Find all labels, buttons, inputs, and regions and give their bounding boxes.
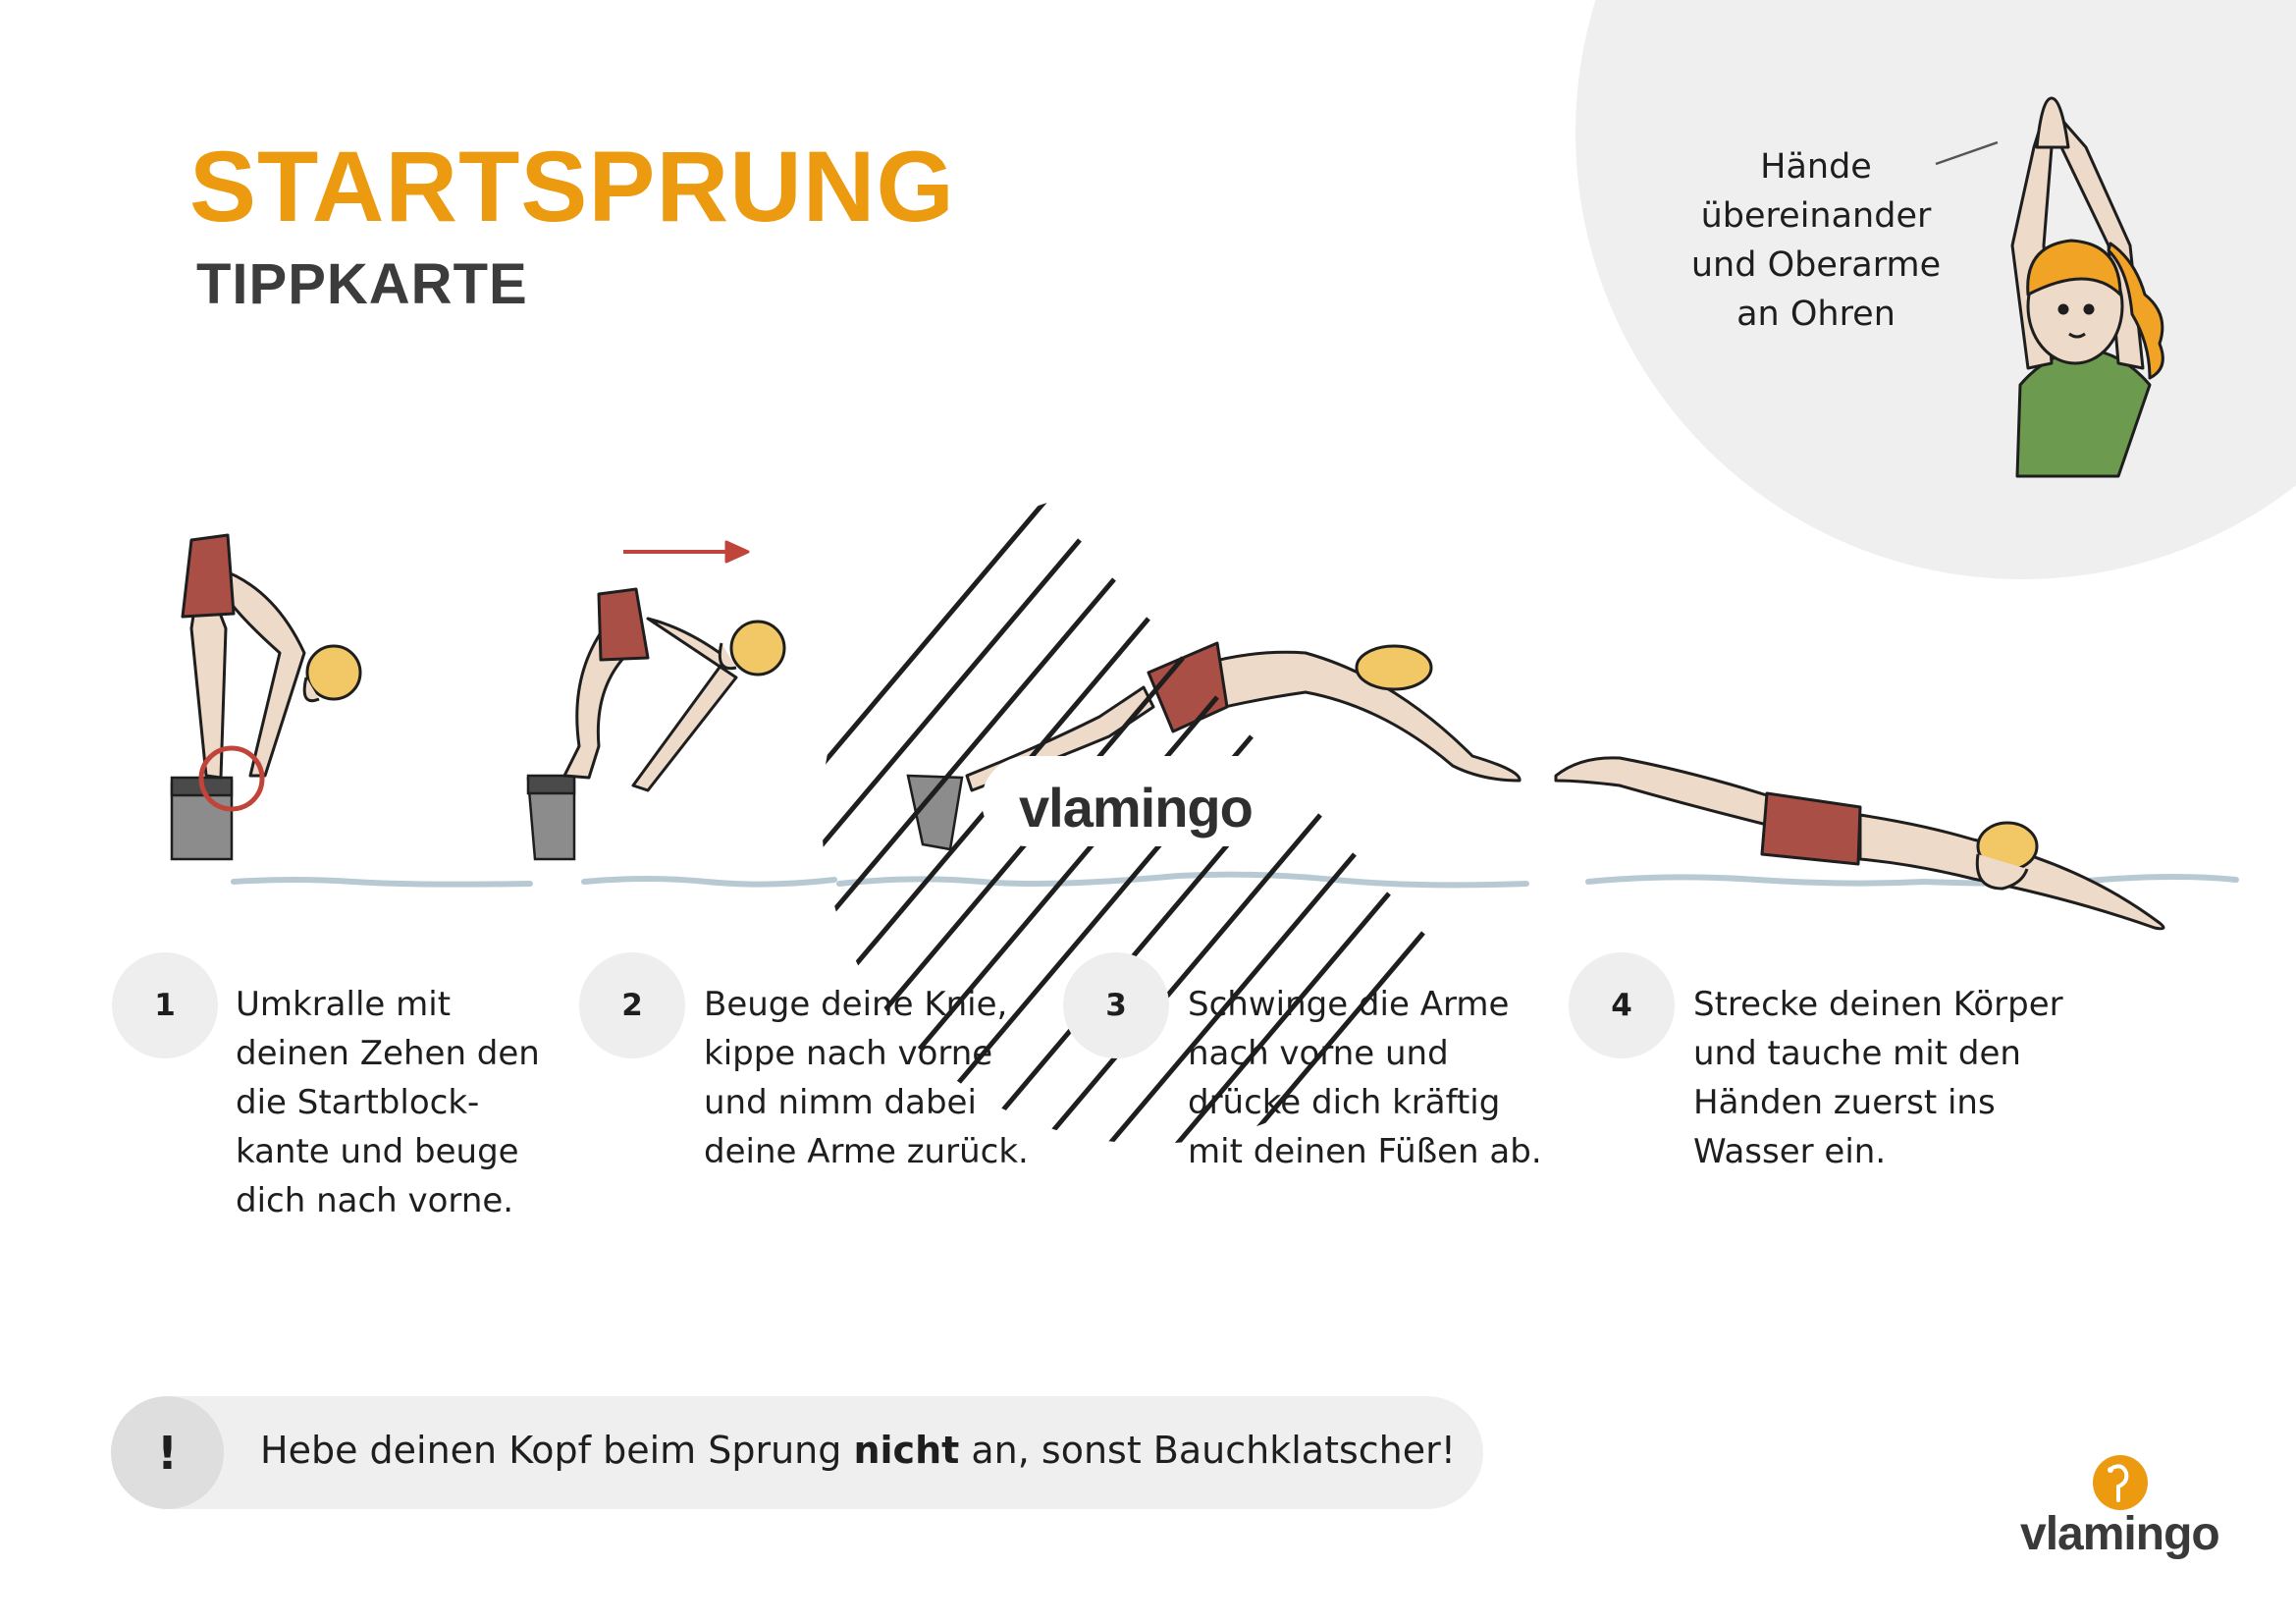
step-2-line: Beuge deine Knie, [704,985,1008,1024]
brand-logo-text: vlamingo [2020,1508,2219,1560]
tip-exclamation-icon: ! [111,1396,224,1509]
step-1-line: die Startblock- [236,1083,480,1122]
step-4-text [1693,980,2063,1176]
hint-line: und Oberarme [1690,245,1942,285]
step-1-text [236,980,540,1225]
tip-text [260,1429,1456,1472]
swimmer-step-1 [183,535,360,809]
step-3-number: 3 [1063,952,1169,1058]
step-4-number: 4 [1569,952,1675,1058]
step-2-line: deine Arme zurück. [704,1132,1029,1171]
step-3-line: Schwinge die Arme [1188,985,1510,1024]
step-1-line: deinen Zehen den [236,1034,540,1073]
girl-arms-up-illustration [2012,98,2163,476]
step-2-line: kippe nach vorne [704,1034,993,1073]
water-surface [234,875,2236,886]
hint-line: Hände [1760,147,1872,187]
page-subtitle: TIPPKARTE [196,252,528,316]
step-3-line: drücke dich kräftig [1188,1083,1501,1122]
step-4-line: Strecke deinen Körper [1693,985,2063,1024]
step-1-line: kante und beuge [236,1132,519,1171]
step-3-text [1188,980,1542,1176]
step-3-line: nach vorne und [1188,1034,1449,1073]
step-4-line: Wasser ein. [1693,1132,1887,1171]
watermark-text: vlamingo [1019,777,1253,839]
tip-text-after: an, sonst Bauchklatscher! [959,1429,1456,1472]
step-3-line: mit deinen Füßen ab. [1188,1132,1542,1171]
page-title: STARTSPRUNG [189,131,955,243]
step-1-line: Umkralle mit [236,985,452,1024]
flamingo-icon [2093,1455,2148,1510]
hint-pointer-line [1936,142,1998,164]
tip-text-before: Hebe deinen Kopf beim Sprung [260,1429,854,1472]
hint-line: übereinander [1700,196,1932,236]
step-1-line: dich nach vorne. [236,1181,514,1220]
tip-text-bold: nicht [853,1429,960,1472]
step-2-line: und nimm dabei [704,1083,977,1122]
step-1-number: 1 [112,952,218,1058]
step-4-line: Händen zuerst ins [1693,1083,1996,1122]
step-2-number: 2 [579,952,685,1058]
hint-line: an Ohren [1736,295,1896,334]
swimmer-step-4 [1556,758,2163,929]
swimmer-step-2 [564,542,784,790]
step-2-text [704,980,1029,1176]
step-4-line: und tauche mit den [1693,1034,2021,1073]
